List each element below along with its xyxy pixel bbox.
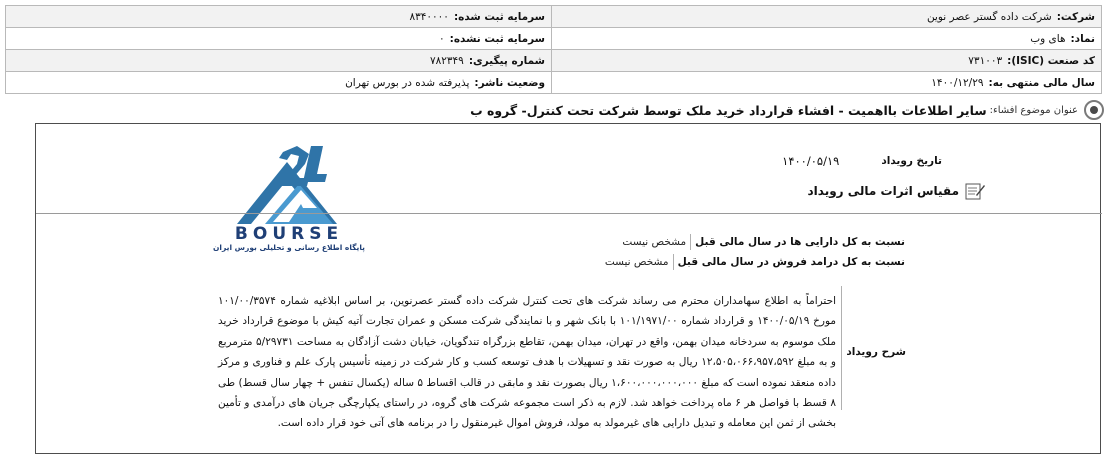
company-cell <box>552 6 1102 28</box>
subject-caption: عنوان موضوع افشاء: <box>989 104 1078 116</box>
symbol-value: های وب <box>1030 32 1066 45</box>
publisher-status-value: پذیرفته شده در بورس تهران <box>345 76 470 89</box>
section-divider <box>36 213 1102 214</box>
company-info-table <box>5 5 1102 94</box>
financial-impact-heading <box>808 181 986 201</box>
fiscal-year-cell <box>552 72 1102 94</box>
unregistered-capital-cell <box>6 28 552 50</box>
tracking-number-value: ۷۸۲۳۴۹ <box>429 54 464 67</box>
ratio-sales-value: مشخص نیست <box>604 256 669 268</box>
registered-capital-value: ۸۳۴۰۰۰۰ <box>409 10 449 23</box>
disclosure-subject <box>470 98 1104 122</box>
logo-tagline: پایگاه اطلاع رسانی و تحلیلی بورس ایران <box>213 243 365 252</box>
event-date-value: ۱۴۰۰/۰۵/۱۹ <box>782 154 840 168</box>
tracking-number-cell <box>6 50 552 72</box>
tracking-number-label: شماره پیگیری: <box>468 54 545 67</box>
unregistered-capital-value: ۰ <box>439 32 445 45</box>
event-description-label: شرح رویداد <box>846 346 906 358</box>
ratio-assets-value: مشخص نیست <box>622 236 687 248</box>
ratio-sales-row <box>605 254 905 270</box>
fiscal-year-label: سال مالی منتهی به: <box>988 76 1095 89</box>
isic-label: کد صنعت (ISIC): <box>1007 54 1095 67</box>
symbol-label: نماد: <box>1070 32 1095 45</box>
registered-capital-label: سرمایه ثبت شده: <box>453 10 545 23</box>
event-date-row <box>782 154 942 168</box>
symbol-cell <box>552 28 1102 50</box>
ratio-sales-separator <box>673 254 674 270</box>
isic-cell <box>552 50 1102 72</box>
registered-capital-cell <box>6 6 552 28</box>
ratio-assets-separator <box>690 234 691 250</box>
description-separator <box>841 286 842 410</box>
info-row-symbol <box>6 28 1102 50</box>
subject-title: سایر اطلاعات بااهمیت - افشاء قرارداد خرید ملک توسط شرکت تحت کنترل- گروه ب <box>470 102 987 118</box>
info-row-company <box>6 6 1102 28</box>
event-description-text: احتراماً به اطلاع سهامداران محترم می رساند شرکت های تحت کنترل شرکت داده گستر عصرنوین، بر اساس ابلاغیه شماره ۱۰۱/۰۰/۳۵۷۴ مورخ ۱۴۰۰/۰۵/۱۹ و قرارداد شماره ۱۰۱/۱۹۷۱/۰۰ با بانک شهر و با نمایندگی شرکت مسکن و عمران تجارت آتیه کیش با موضوع قرارداد خرید ملک موسوم به سردخانه میدان بهمن، واقع در تهران، میدان بهمن، تقاطع بزرگراه تندگویان، خیابان دشت آزادگان به مساحت ۵/۲۹۷۳۱ مترمربع و به مبلغ ۱۲،۵۰۵،۰۶۶،۹۵۷،۵۹۲ ریال به صورت نقد و تسهیلات با هدف توسعه کسب و کار شرکت در زمینه تأسیس پارک علم و فناوری و مرکز داده منعقد نموده است که مبلغ ۱،۶۰۰،۰۰۰،۰۰۰،۰۰۰ ریال بصورت نقد و مابقی در قالب اقساط ۵ ساله (یکسال تنفس + چهار سال قسط) طی ۸ قسط با فواصل هر ۶ ماه پرداخت خواهد شد. لازم به ذکر است مجموعه شرکت های گروه، در راستای یکپارچگی جریان های درآمدی و تأمین بخشی از ثمن این معامله و تبدیل دارایی های غیرمولد به مولد، فروش اموال غیرمنقول را در برنامه های آتی خود قرار داده است. <box>218 295 836 430</box>
publisher-status-cell <box>6 72 552 94</box>
publisher-status-label: وضعیت ناشر: <box>474 76 545 89</box>
company-value: شرکت داده گستر عصر نوین <box>926 10 1052 23</box>
isic-value: ۷۳۱۰۰۳ <box>968 54 1003 67</box>
event-date-label: تاریخ رویداد <box>881 155 942 167</box>
ratio-assets-row <box>622 234 905 250</box>
logo-wordmark: BOURSE <box>234 224 344 244</box>
ratio-assets-label: نسبت به کل دارایی ها در سال مالی قبل <box>695 236 905 248</box>
bourse-logo <box>213 144 365 252</box>
company-label: شرکت: <box>1056 10 1095 23</box>
unregistered-capital-label: سرمایه ثبت نشده: <box>449 32 545 45</box>
info-row-fiscal-year <box>6 72 1102 94</box>
ratio-sales-label: نسبت به کل درامد فروش در سال مالی قبل <box>677 256 905 268</box>
target-bullet-icon <box>1084 100 1104 120</box>
document-edit-icon <box>964 181 986 201</box>
financial-impact-title: مقیاس اثرات مالی رویداد <box>807 184 959 198</box>
event-panel <box>35 123 1101 454</box>
info-row-isic <box>6 50 1102 72</box>
fiscal-year-value: ۱۴۰۰/۱۲/۲۹ <box>931 76 984 89</box>
